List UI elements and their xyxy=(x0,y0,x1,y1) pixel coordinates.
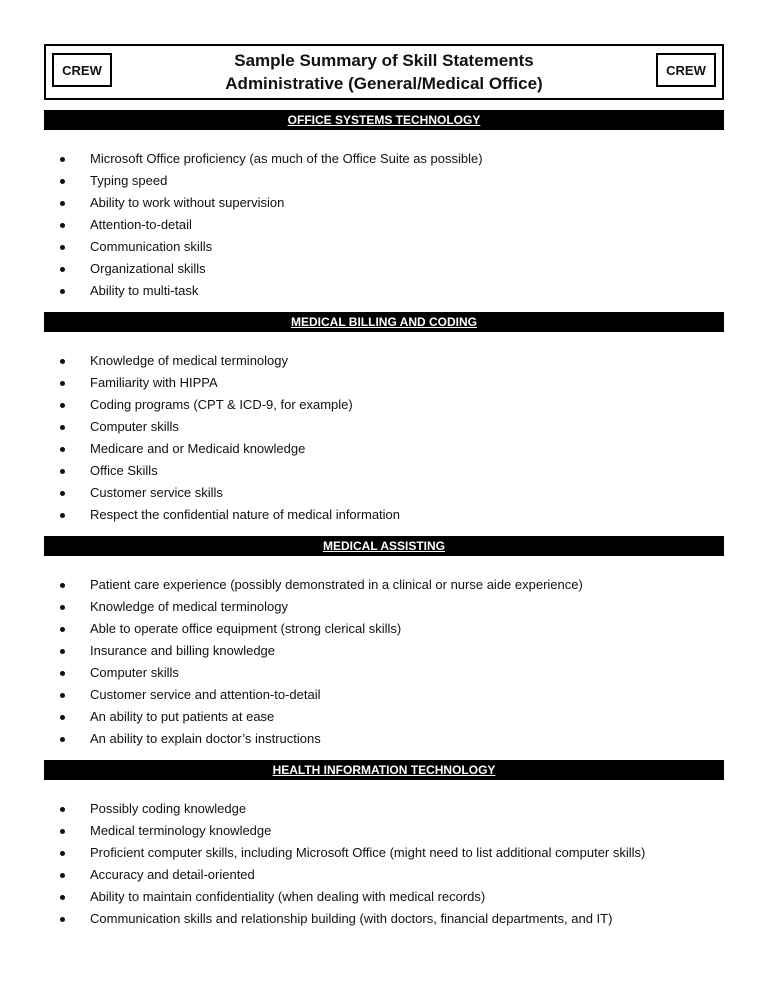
crew-logo-left xyxy=(52,53,112,87)
section-heading xyxy=(44,536,724,556)
list-item: Ability to work without supervision xyxy=(44,192,724,214)
section-heading-text: OFFICE SYSTEMS TECHNOLOGY xyxy=(287,113,481,127)
list-item: Office Skills xyxy=(44,460,724,482)
section-heading-text: MEDICAL BILLING AND CODING xyxy=(291,315,477,329)
list-item: Organizational skills xyxy=(44,258,724,280)
skill-list xyxy=(44,574,724,750)
list-item: Patient care experience (possibly demonstrated in a clinical or nurse aide experience) xyxy=(44,574,724,596)
title-box xyxy=(44,44,724,100)
list-item: Ability to multi-task xyxy=(44,280,724,302)
document-page xyxy=(44,44,724,930)
list-item: An ability to put patients at ease xyxy=(44,706,724,728)
list-item: Computer skills xyxy=(44,662,724,684)
logo-text: CREW xyxy=(62,62,102,78)
list-item: Typing speed xyxy=(44,170,724,192)
section-heading-text: HEALTH INFORMATION TECHNOLOGY xyxy=(272,763,496,777)
section-heading xyxy=(44,312,724,332)
section-heading-text: MEDICAL ASSISTING xyxy=(322,539,445,553)
skill-list xyxy=(44,148,724,302)
list-item: Familiarity with HIPPA xyxy=(44,372,724,394)
list-item: Respect the confidential nature of medical information xyxy=(44,504,724,526)
list-item: Able to operate office equipment (strong clerical skills) xyxy=(44,618,724,640)
section-heading xyxy=(44,110,724,130)
list-item: Proficient computer skills, including Microsoft Office (might need to list additional computer skills) xyxy=(44,842,724,864)
crew-logo-right xyxy=(656,53,716,87)
list-item: Knowledge of medical terminology xyxy=(44,350,724,372)
list-item: Insurance and billing knowledge xyxy=(44,640,724,662)
list-item: Customer service and attention-to-detail xyxy=(44,684,724,706)
list-item: An ability to explain doctor’s instructions xyxy=(44,728,724,750)
list-item: Accuracy and detail-oriented xyxy=(44,864,724,886)
section-heading xyxy=(44,760,724,780)
title-line-1: Sample Summary of Skill Statements xyxy=(234,51,534,70)
list-item: Communication skills xyxy=(44,236,724,258)
list-item: Coding programs (CPT & ICD-9, for example) xyxy=(44,394,724,416)
list-item: Attention-to-detail xyxy=(44,214,724,236)
list-item: Possibly coding knowledge xyxy=(44,798,724,820)
list-item: Communication skills and relationship building (with doctors, financial departments, and IT) xyxy=(44,908,724,930)
list-item: Knowledge of medical terminology xyxy=(44,596,724,618)
title-line-2: Administrative (General/Medical Office) xyxy=(225,74,543,93)
skill-list xyxy=(44,350,724,526)
list-item: Ability to maintain confidentiality (when dealing with medical records) xyxy=(44,886,724,908)
list-item: Microsoft Office proficiency (as much of the Office Suite as possible) xyxy=(44,148,724,170)
list-item: Computer skills xyxy=(44,416,724,438)
list-item: Customer service skills xyxy=(44,482,724,504)
skill-list xyxy=(44,798,724,930)
list-item: Medicare and or Medicaid knowledge xyxy=(44,438,724,460)
logo-text: CREW xyxy=(666,62,706,78)
sections-container xyxy=(44,110,724,930)
page-title xyxy=(46,46,722,95)
list-item: Medical terminology knowledge xyxy=(44,820,724,842)
